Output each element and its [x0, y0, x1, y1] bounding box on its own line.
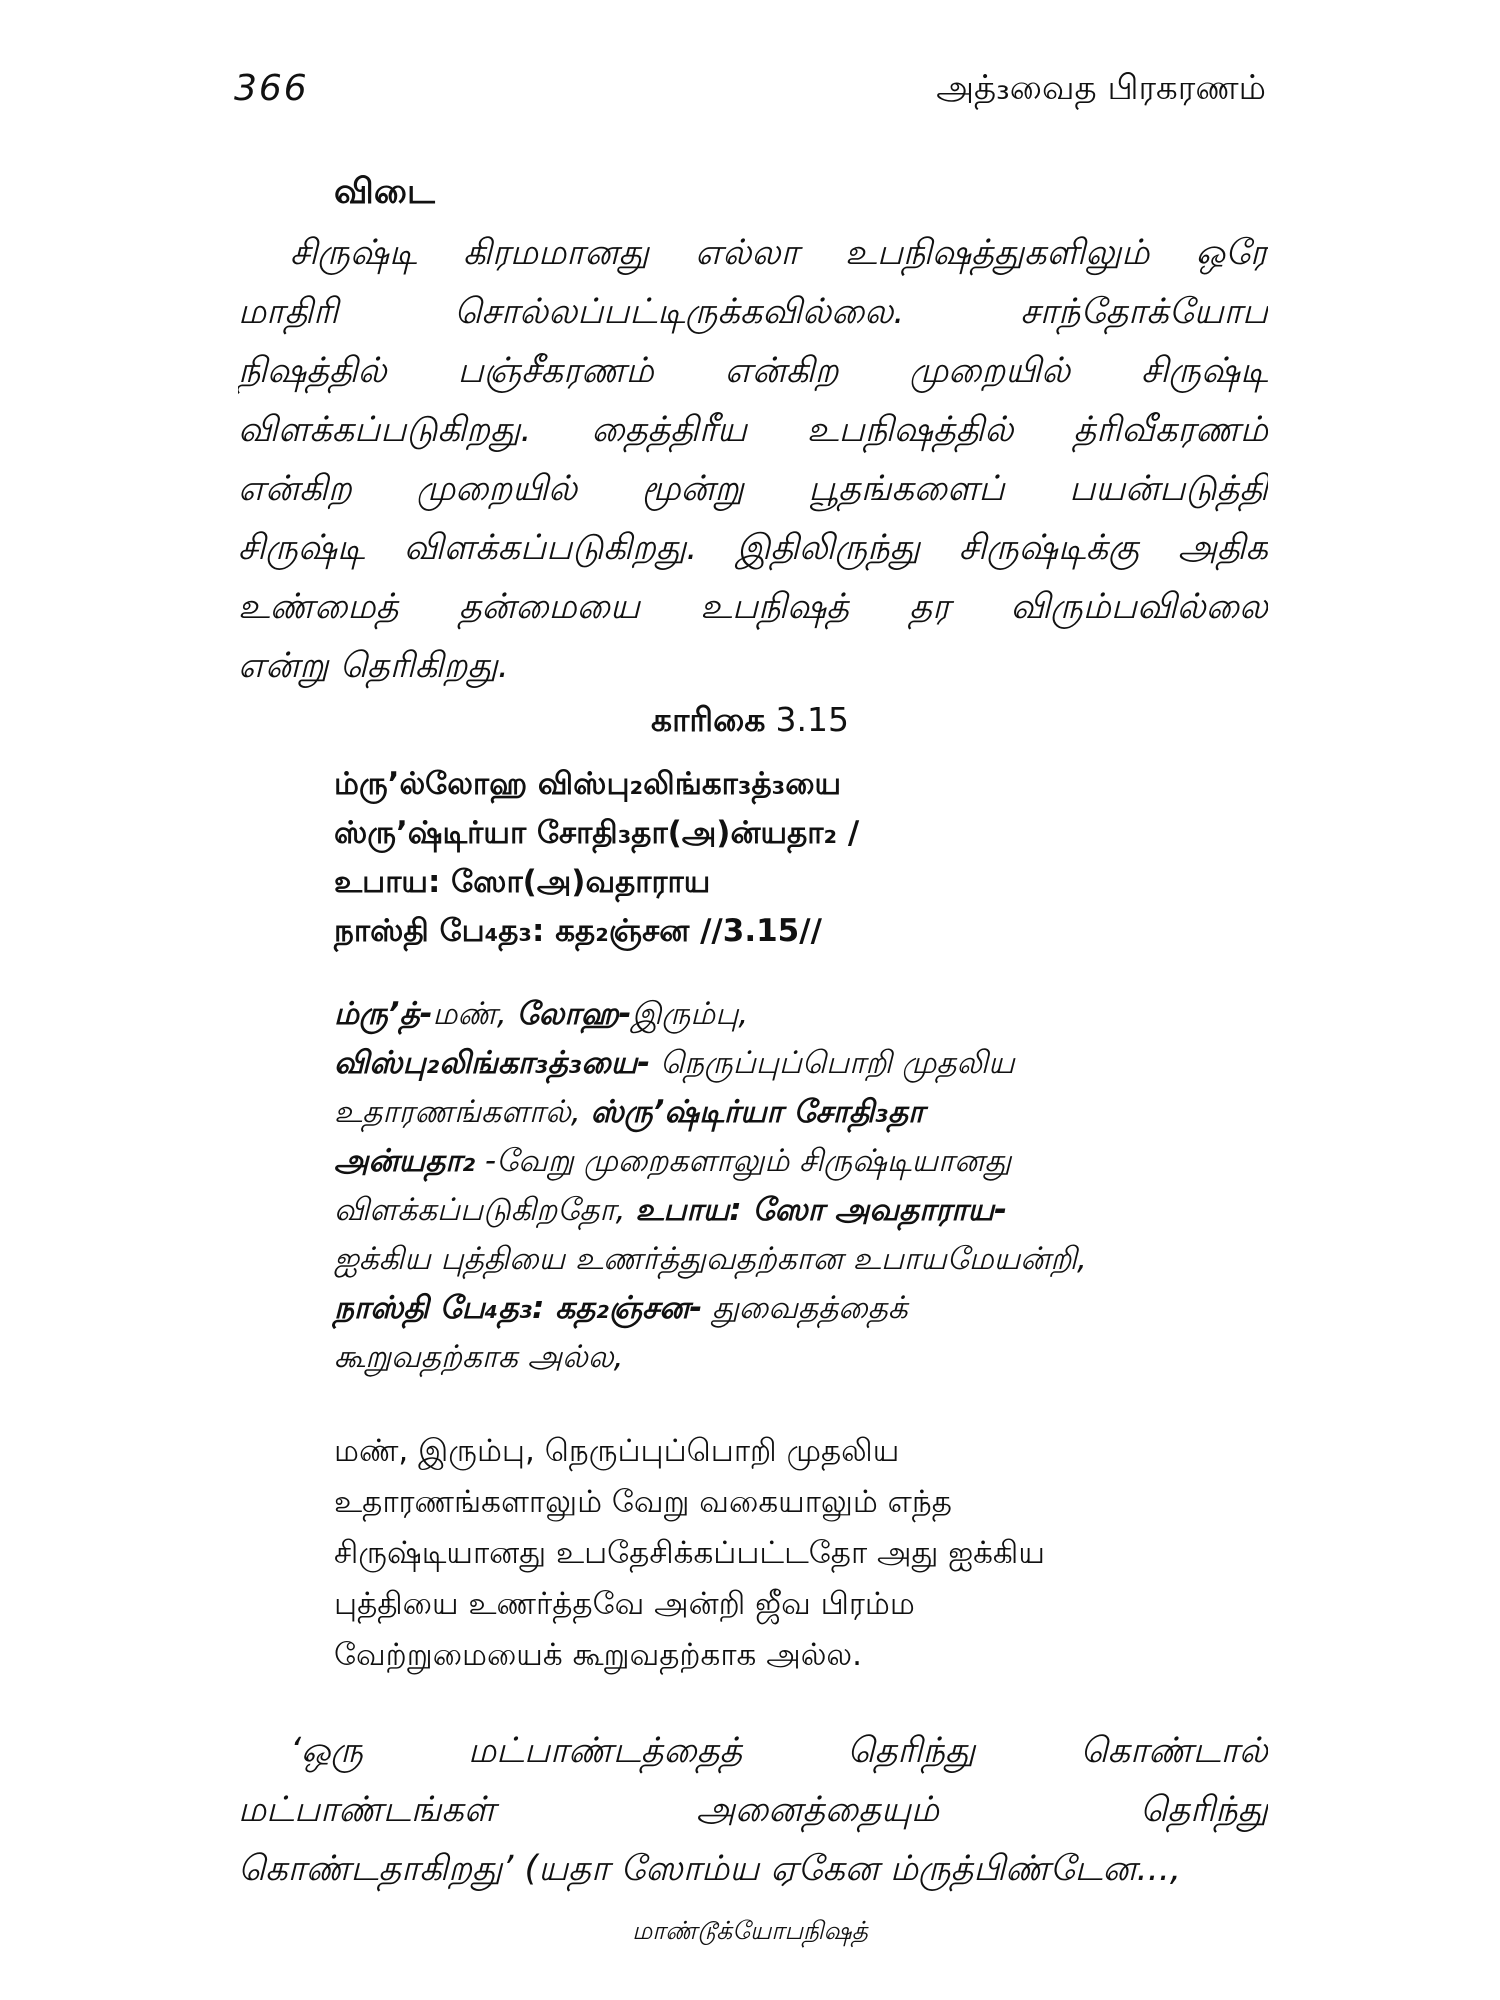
gloss-meaning: உதாரணங்களால்,: [334, 1094, 591, 1130]
gloss-line: [334, 1039, 1234, 1088]
gloss-term: ம்ரு’த்-: [334, 996, 433, 1032]
verse-line: நாஸ்தி பே₄த₃: கத₂ஞ்சன //3.15//: [334, 913, 822, 949]
gloss-term: விஸ்பு₂லிங்கா₃த்₃யை-: [334, 1045, 651, 1081]
gloss-meaning: இரும்பு,: [631, 996, 749, 1032]
gloss-line: [334, 1137, 1234, 1186]
page-number: 366: [234, 68, 309, 109]
paragraph-line: சிருஷ்டி கிரமமானது எல்லா உபநிஷத்துகளிலும் ஒரே: [290, 233, 1268, 273]
gloss-term: உபாய: ஸோ அவதாராய-: [635, 1192, 1007, 1228]
gloss-line: [334, 1284, 1234, 1333]
karikai-label: காரிகை: [651, 700, 766, 739]
gloss-meaning: விளக்கப்படுகிறதோ,: [334, 1192, 636, 1228]
meaning-line: மண், இரும்பு, நெருப்புப்பொறி முதலிய: [334, 1433, 900, 1469]
gloss-meaning: -வேறு முறைகளாலும் சிருஷ்டியானது: [475, 1143, 1012, 1179]
page-footer: மாண்டூக்யோபநிஷத்: [632, 1916, 868, 1945]
sanskrit-verse: [334, 760, 859, 956]
verse-meaning: [334, 1426, 1045, 1681]
karikai-number: 3.15: [775, 700, 849, 739]
meaning-line: சிருஷ்டியானது உபதேசிக்கப்பட்டதோ அது ஐக்கிய: [334, 1535, 1045, 1571]
gloss-meaning: நெருப்புப்பொறி முதலிய: [650, 1045, 1015, 1081]
gloss-meaning: துவைதத்தைக்: [702, 1290, 908, 1326]
quote-paragraph: [238, 1722, 1268, 1899]
meaning-line: உதாரணங்களாலும் வேறு வகையாலும் எந்த: [334, 1484, 952, 1520]
paragraph-line: என்று தெரிகிறது.: [238, 646, 509, 686]
gloss-line: [334, 1186, 1234, 1235]
answer-paragraph: [238, 224, 1268, 696]
gloss-term: நாஸ்தி பே₄த₃: கத₂ஞ்சன-: [334, 1290, 703, 1326]
gloss-term: அன்யதா₂: [334, 1143, 476, 1179]
paragraph-line: உண்மைத் தன்மையை உபநிஷத் தர விரும்பவில்லை: [238, 587, 1268, 627]
karikai-title: [0, 700, 1500, 744]
gloss-line: [334, 990, 1234, 1039]
paragraph-line: நிஷத்தில் பஞ்சீகரணம் என்கிற முறையில் சிருஷ்டி: [238, 351, 1268, 391]
answer-heading: விடை: [334, 172, 435, 212]
paragraph-line: ‘ஒரு மட்பாண்டத்தைத் தெரிந்து கொண்டால்: [290, 1731, 1268, 1771]
gloss-term: ஸ்ரு’ஷ்டிர்யா சோதி₃தா: [590, 1094, 925, 1130]
gloss-line: [334, 1333, 1234, 1382]
verse-line: உபாய: ஸோ(அ)வதாராய: [334, 864, 711, 900]
paragraph-line: கொண்டதாகிறது’ (யதா ஸோம்ய ஏகேன ம்ருத்பிண்டேன...,: [238, 1849, 1181, 1889]
paragraph-line: மாதிரி சொல்லப்பட்டிருக்கவில்லை. சாந்தோக்யோப: [238, 292, 1268, 332]
meaning-line: புத்தியை உணர்த்தவே அன்றி ஜீவ பிரம்ம: [334, 1586, 915, 1622]
gloss-meaning: மண்,: [432, 996, 517, 1032]
meaning-line: வேற்றுமையைக் கூறுவதற்காக அல்ல.: [334, 1637, 863, 1673]
gloss-line: [334, 1088, 1234, 1137]
gloss-meaning: ஐக்கிய புத்தியை உணர்த்துவதற்கான உபாயமேயன்றி,: [334, 1241, 1087, 1277]
paragraph-line: விளக்கப்படுகிறது. தைத்திரீய உபநிஷத்தில் த்ரிவீகரணம்: [238, 410, 1268, 450]
verse-line: ஸ்ரு’ஷ்டிர்யா சோதி₃தா(அ)ன்யதா₂ /: [334, 815, 860, 851]
paragraph-line: மட்பாண்டங்கள் அனைத்தையும் தெரிந்து: [238, 1790, 1268, 1830]
gloss-line: [334, 1235, 1234, 1284]
paragraph-line: சிருஷ்டி விளக்கப்படுகிறது. இதிலிருந்து சிருஷ்டிக்கு அதிக: [238, 528, 1268, 568]
gloss-meaning: கூறுவதற்காக அல்ல,: [334, 1339, 624, 1375]
page-header: [232, 60, 1268, 110]
gloss-term: லோஹ-: [516, 996, 632, 1032]
running-head: அத்₃வைத பிரகரணம்: [936, 68, 1266, 108]
paragraph-line: என்கிற முறையில் மூன்று பூதங்களைப் பயன்படுத்தி: [238, 469, 1268, 509]
verse-line: ம்ரு’ல்லோஹ விஸ்பு₂லிங்கா₃த்₃யை: [334, 766, 842, 802]
word-gloss: [334, 990, 1234, 1382]
